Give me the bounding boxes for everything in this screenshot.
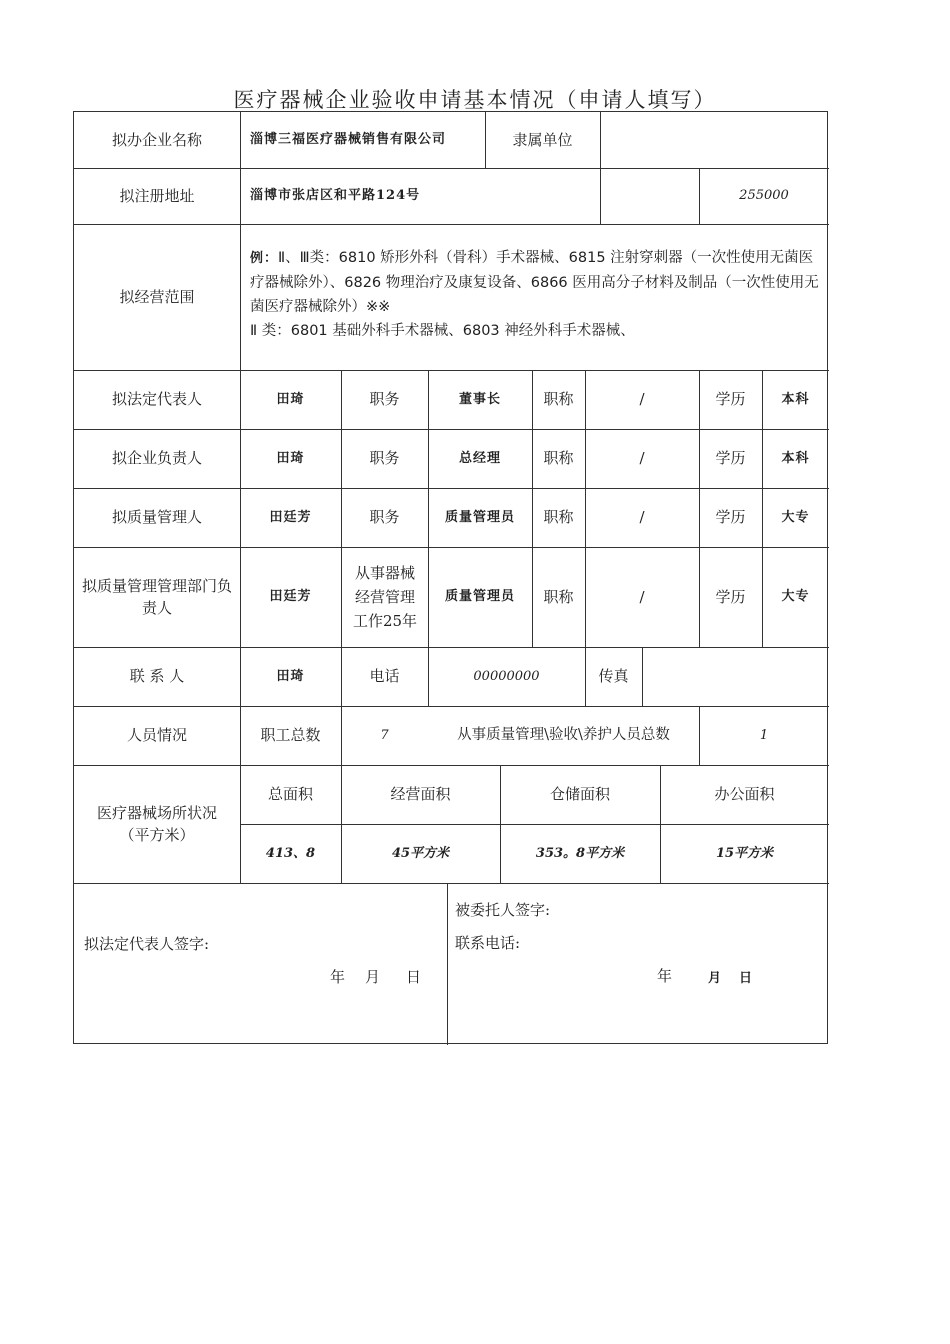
manager-position-label: 职务 [369,449,400,468]
legal-rep-edu-label: 学历 [715,390,746,409]
scope-line-1: Ⅱ、Ⅲ类：6810 矫形外科（骨科）手术器械、6815 注射穿刺器（一次性使用无菌医疗器械除外）、6826 物理治疗及康复设备、6866 医用高分子材料及制品（一次性使用无菌医疗器械除外）※※ [250,250,819,315]
manager-edu[interactable]: 本科 [781,450,810,466]
legal-rep-signature-label[interactable]: 拟法定代表人签字: [84,935,210,953]
manager-title[interactable]: / [639,449,645,468]
trustee-sign-day: 日 [739,971,754,986]
storage-area-label: 仓储面积 [549,785,610,804]
address-value[interactable]: 淄博市张店区和平路124号 [250,188,421,204]
scope-prefix: 例： [250,251,279,266]
contact-name[interactable]: 田琦 [276,668,305,684]
staff-total-label: 职工总数 [260,726,321,745]
application-form-table [73,111,828,1044]
qa-dept-head-edu-label: 学历 [715,587,746,606]
company-name-label: 拟办企业名称 [111,130,202,149]
total-area-value[interactable]: 413、8 [265,845,316,861]
quality-manager-edu-label: 学历 [715,508,746,527]
address-blank-cell[interactable] [600,168,699,224]
quality-manager-label: 拟质量管理人 [111,508,202,527]
business-scope-value[interactable] [240,224,829,370]
quality-manager-edu[interactable]: 大专 [781,509,810,525]
affiliation-label: 隶属单位 [512,130,573,149]
fax-value[interactable] [642,647,829,706]
qa-dept-head-position[interactable]: 质量管理员 [444,589,515,605]
qa-staff-value[interactable]: 1 [759,727,769,743]
postcode-value[interactable]: 255000 [739,188,789,204]
trustee-signature-label[interactable]: 被委托人签字: [455,901,551,919]
area-label: 医疗器械场所状况（平方米） [96,803,217,844]
address-label: 拟注册地址 [119,186,195,205]
trustee-phone-label[interactable]: 联系电话: [455,934,521,952]
quality-manager-position[interactable]: 质量管理员 [444,509,515,525]
office-area-label: 办公面积 [714,785,775,804]
manager-title-label: 职称 [543,449,574,468]
qa-dept-head-title-label: 职称 [543,587,574,606]
business-area-value[interactable]: 45平方米 [391,845,450,861]
quality-manager-name[interactable]: 田廷芳 [269,509,312,525]
legal-rep-label: 拟法定代表人 [111,390,202,409]
legal-sign-year: 年 [330,968,346,986]
phone-value[interactable]: 00000000 [473,668,540,684]
manager-name[interactable]: 田琦 [276,450,305,466]
legal-rep-title-label: 职称 [543,390,574,409]
contact-label: 联 系 人 [129,667,185,686]
trustee-sign-month: 月 [708,971,723,986]
manager-label: 拟企业负责人 [111,449,202,468]
legal-rep-position-label: 职务 [369,390,400,409]
scope-line-2: Ⅱ 类：6801 基础外科手术器械、6803 神经外科手术器械、 [250,323,635,339]
legal-sign-day: 日 [406,968,422,986]
quality-manager-title[interactable]: / [639,508,645,527]
qa-dept-head-title[interactable]: / [639,587,645,606]
phone-label: 电话 [369,667,400,686]
storage-area-value[interactable]: 353。8平方米 [535,845,625,861]
manager-edu-label: 学历 [715,449,746,468]
qa-dept-head-label: 拟质量管理管理部门负责人 [82,576,233,617]
legal-rep-name[interactable]: 田琦 [276,391,305,407]
qa-dept-head-experience: 从事器械经营管理工作25年 [352,564,418,630]
business-area-label: 经营面积 [390,785,451,804]
quality-manager-title-label: 职称 [543,508,574,527]
quality-manager-position-label: 职务 [369,508,400,527]
qa-staff-label: 从事质量管理\验收\养护人员总数 [457,726,670,743]
fax-label: 传真 [598,667,629,686]
form-title: 医疗器械企业验收申请基本情况（申请人填写） [233,88,717,112]
legal-rep-title[interactable]: / [639,390,645,409]
staff-total-value[interactable]: 7 [380,727,389,743]
qa-dept-head-edu[interactable]: 大专 [781,589,810,605]
staff-label: 人员情况 [126,726,187,745]
legal-sign-month: 月 [365,968,381,986]
legal-rep-position[interactable]: 董事长 [458,391,501,407]
total-area-label: 总面积 [267,785,313,804]
legal-rep-edu[interactable]: 本科 [781,391,810,407]
business-scope-label: 拟经营范围 [119,287,195,306]
qa-dept-head-name[interactable]: 田廷芳 [269,589,312,605]
manager-position[interactable]: 总经理 [458,450,501,466]
trustee-sign-year: 年 [657,967,673,985]
company-name-value[interactable]: 淄博三福医疗器械销售有限公司 [250,132,447,147]
office-area-value[interactable]: 15平方米 [715,845,774,861]
affiliation-value[interactable] [600,112,829,168]
